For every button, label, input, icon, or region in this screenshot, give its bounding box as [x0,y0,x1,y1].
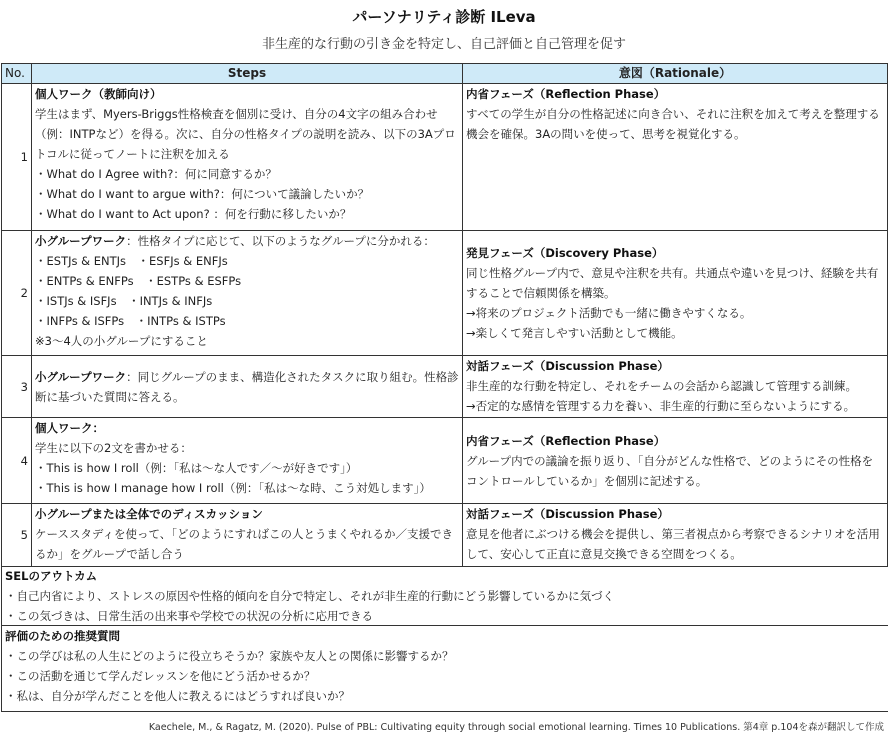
step-line: ・INFPs & ISFPs ・INTPs & ISTPs [35,314,226,328]
assessment-item: ・この学びは私の人生にどのように役立ちそうか？家族や友人との関係に影響するか？ [5,649,454,663]
rationale-cell [463,504,888,567]
step-title: 個人ワーク（教師向け） [35,87,162,101]
step-line: 学生に以下の2文を書かせる： [35,441,192,455]
rationale-line: すべての学生が自分の性格記述に向き合い、それに注釈を加えて考えを整理する機会を確保。3Aの問いを使って、思考を視覚化する。 [466,107,880,141]
step-title: 小グループまたは全体でのディスカッション [35,507,263,521]
table-header-row [2,64,888,84]
rationale-line: グループ内での議論を振り返り、「自分がどんな性格で、どのようにその性格をコントロールしているか」を個別に記述する。 [466,453,874,488]
table-row [2,504,888,567]
rationale-title: 発見フェーズ（Discovery Phase） [466,246,664,260]
sel-outcome-item: ・この気づきは、日常生活の出来事や学校での状況の分析に応用できる [5,609,373,623]
step-cell [32,356,463,418]
rationale-cell [463,356,888,418]
citation: Kaechele, M., & Ragatz, M. (2020). Pulse of PBL: Cultivating equity through social emotional learning. Times 10 Publications. 第4章 p.104を森が翻訳して作成 [148,722,884,733]
rationale-title: 内省フェーズ（Reflection Phase） [466,87,666,101]
assessment-item: ・私は、自分が学んだことを他人に教えるにはどうすれば良いか？ [5,689,350,703]
page-subtitle: 非生産的な行動の引き金を特定し、自己評価と自己管理を促す [261,37,626,52]
table-row [2,231,888,356]
step-cell [32,231,463,356]
sel-outcomes-section [1,566,888,626]
step-line: ・ESTJs & ENTJs ・ESFJs & ENFJs [35,254,228,268]
step-line: ・ENTPs & ENFPs ・ESTPs & ESFPs [35,274,242,288]
rationale-cell [463,418,888,504]
step-line: ・What do I want to argue with?：何について議論したいか？ [35,187,370,201]
assessment-section [1,626,888,712]
steps-table [1,63,888,567]
step-number: 2 [2,231,32,356]
rationale-cell [463,84,888,231]
rationale-line: →否定的な感情を管理する力を養い、非生産的行動に至らないようにする。 [466,399,856,413]
step-number: 1 [2,84,32,231]
step-line: ※3〜4人の小グループにすること [35,334,208,348]
column-header-no: No. [2,64,32,84]
step-title: 小グループワーク [35,234,127,248]
rationale-line: 非生産的な行動を特定し、それをチームの会話から認識して管理する訓練。 [466,379,857,393]
step-title-text: ：同じグループのまま、構造化されたタスクに取り組む。性格診断に基づいた質問に答える。 [35,369,459,404]
step-line: ・What do I want to Act upon? ：何を行動に移したいか？ [35,207,352,221]
table-row [2,84,888,231]
step-cell [32,418,463,504]
step-line: ・What do I Agree with?：何に同意するか？ [35,167,277,181]
step-cell [32,504,463,567]
column-header-steps: Steps [32,64,463,84]
column-header-rationale: 意図（Rationale） [463,64,888,84]
step-title-text: ：性格タイプに応じて、以下のようなグループに分かれる： [126,234,435,248]
step-line: ・This is how I manage how I roll（例：「私は〜な時、こう対処します」） [35,481,431,495]
assessment-title: 評価のための推奨質問 [5,629,120,643]
step-title: 個人ワーク： [35,421,104,435]
sel-outcome-item: ・自己内省により、ストレスの原因や性格的傾向を自分で特定し、それが非生産的行動にどう影響しているかに気づく [5,589,615,603]
rationale-line: 意見を他者にぶつける機会を提供し、第三者視点から考察できるシナリオを活用して、安心して正直に意見交換できる空間をつくる。 [466,527,880,561]
step-title: 小グループワーク [35,369,127,384]
rationale-line: →楽しくて発言しやすい活動として機能。 [466,326,683,340]
step-number: 3 [2,356,32,418]
rationale-title: 対話フェーズ（Discussion Phase） [466,359,669,373]
step-number: 5 [2,504,32,567]
step-line: 学生はまず、Myers-Briggs性格検査を個別に受け、自分の4文字の組み合わせ（例：INTPなど）を得る。次に、自分の性格タイプの説明を読み、以下の3Aプロトコルに従ってノートに注釈を加える [35,107,456,161]
rationale-title: 対話フェーズ（Discussion Phase） [466,507,669,521]
sel-outcomes-title: SELのアウトカム [5,569,98,583]
step-line: ・ISTJs & ISFJs ・INTJs & INFJs [35,294,213,308]
table-row [2,418,888,504]
assessment-item: ・この活動を通じて学んだレッスンを他にどう活かせるか？ [5,669,316,683]
step-number: 4 [2,418,32,504]
table-row [2,356,888,418]
rationale-line: →将来のプロジェクト活動でも一緒に働きやすくなる。 [466,306,752,320]
page-title: パーソナリティ診断 ILeva [352,8,536,26]
step-cell [32,84,463,231]
rationale-line: 同じ性格グループ内で、意見や注釈を共有。共通点や違いを見つけ、経験を共有することで信頼関係を構築。 [466,266,879,300]
rationale-cell [463,231,888,356]
step-line: ケーススタディを使って、「どのようにすればこの人とうまくやれるか／支援できるか」をグループで話し合う [35,527,454,561]
rationale-title: 内省フェーズ（Reflection Phase） [466,433,666,448]
step-line: ・This is how I roll（例：「私は〜な人です／〜が好きです」） [35,461,358,475]
